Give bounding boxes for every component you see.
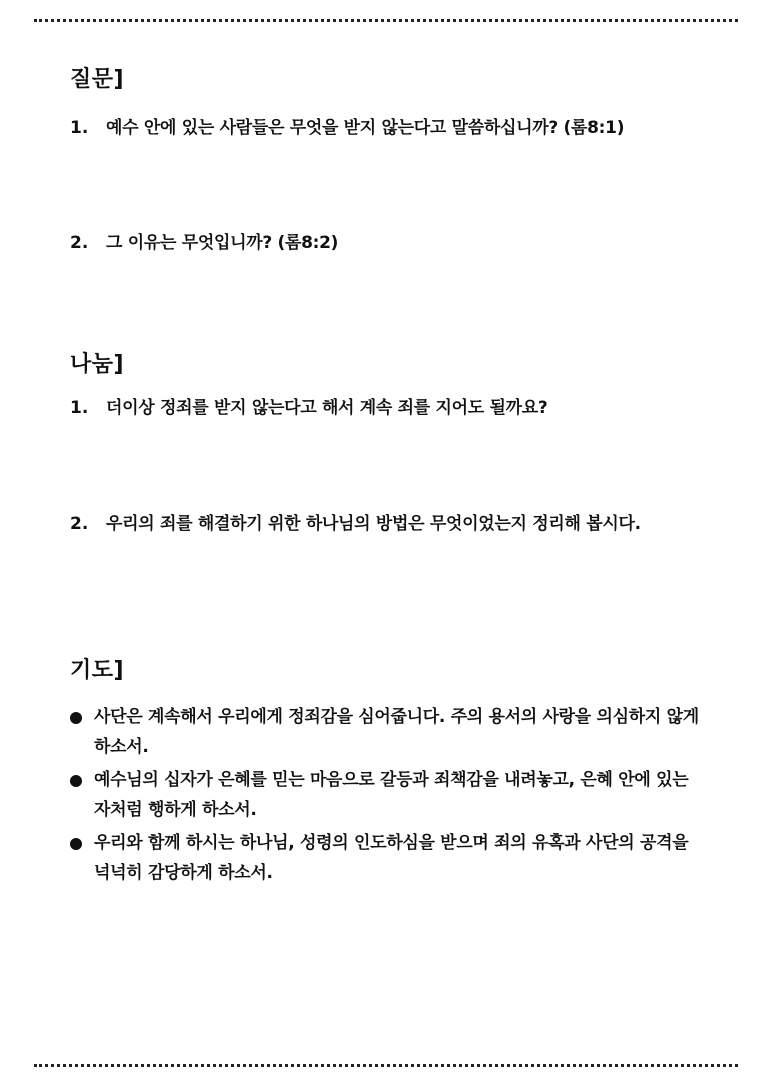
bottom-divider bbox=[34, 1064, 738, 1067]
bullet-icon bbox=[70, 838, 82, 850]
prayer-item-2 bbox=[70, 765, 710, 825]
sharing-number: 1. bbox=[70, 398, 89, 418]
sharing-item-1 bbox=[70, 394, 710, 423]
prayer-item-1 bbox=[70, 702, 710, 762]
question-text: 예수 안에 있는 사람들은 무엇을 받지 않는다고 말씀하십니까? (롬8:1) bbox=[106, 118, 625, 138]
prayer-item-3 bbox=[70, 828, 710, 888]
question-item-2 bbox=[70, 229, 710, 258]
bullet-icon bbox=[70, 712, 82, 724]
prayer-text: 예수님의 십자가 은혜를 믿는 마음으로 갈등과 죄책감을 내려놓고, 은혜 안에 있는 자처럼 행하게 하소서. bbox=[94, 770, 689, 820]
sharing-heading: 나눔] bbox=[70, 352, 125, 377]
sharing-number: 2. bbox=[70, 514, 89, 534]
prayer-heading: 기도] bbox=[70, 658, 125, 683]
bullet-icon bbox=[70, 775, 82, 787]
sharing-item-2 bbox=[70, 510, 710, 539]
prayer-text: 우리와 함께 하시는 하나님, 성령의 인도하심을 받으며 죄의 유혹과 사단의 공격을 넉넉히 감당하게 하소서. bbox=[94, 833, 689, 883]
sharing-text: 우리의 죄를 해결하기 위한 하나님의 방법은 무엇이었는지 정리해 봅시다. bbox=[106, 514, 641, 534]
question-text: 그 이유는 무엇입니까? (롬8:2) bbox=[106, 233, 339, 253]
top-divider bbox=[34, 19, 738, 22]
sharing-text: 더이상 정죄를 받지 않는다고 해서 계속 죄를 지어도 될까요? bbox=[106, 398, 548, 418]
questions-heading: 질문] bbox=[70, 67, 125, 92]
question-item-1 bbox=[70, 114, 710, 143]
question-number: 1. bbox=[70, 118, 89, 138]
question-number: 2. bbox=[70, 233, 89, 253]
prayer-text: 사단은 계속해서 우리에게 정죄감을 심어줍니다. 주의 용서의 사랑을 의심하지 않게 하소서. bbox=[94, 707, 699, 757]
